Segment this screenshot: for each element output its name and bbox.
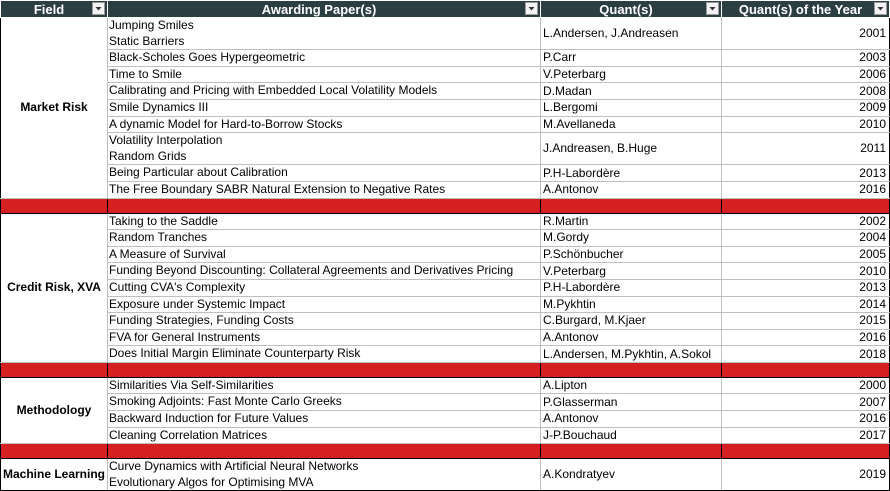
- table-row: [1, 99, 890, 116]
- year-cell[interactable]: 2013: [722, 165, 890, 182]
- separator-cell[interactable]: [722, 198, 890, 213]
- table-row: [1, 83, 890, 100]
- paper-cell[interactable]: [108, 263, 541, 280]
- year-cell[interactable]: 2016: [722, 181, 890, 198]
- paper-cell[interactable]: [108, 394, 541, 411]
- quants-cell[interactable]: L.Andersen, J.Andreasen: [541, 18, 722, 50]
- quants-cell[interactable]: M.Gordy: [541, 230, 722, 247]
- paper-cell[interactable]: [108, 459, 541, 491]
- quants-cell[interactable]: D.Madan: [541, 83, 722, 100]
- year-cell[interactable]: 2010: [722, 263, 890, 280]
- table-row: [1, 329, 890, 346]
- paper-cell[interactable]: [108, 133, 541, 165]
- year-cell[interactable]: 2010: [722, 116, 890, 133]
- paper-title: Does Initial Margin Eliminate Counterparty Risk: [109, 346, 361, 361]
- quants-cell[interactable]: P.Schönbucher: [541, 246, 722, 263]
- year-cell[interactable]: 2018: [722, 346, 890, 363]
- quants-cell[interactable]: L.Bergomi: [541, 99, 722, 116]
- separator-cell[interactable]: [541, 198, 722, 213]
- header-field[interactable]: [1, 1, 108, 18]
- year-cell[interactable]: 2019: [722, 459, 890, 491]
- paper-title: Static Barriers: [109, 33, 185, 48]
- paper-cell[interactable]: [108, 165, 541, 182]
- table-row: [1, 133, 890, 165]
- paper-cell[interactable]: [108, 427, 541, 444]
- paper-title: Taking to the Saddle: [109, 213, 218, 228]
- field-cell[interactable]: Methodology: [1, 377, 108, 443]
- table-row: [1, 313, 890, 330]
- header-awarding-papers[interactable]: [108, 1, 541, 18]
- quants-cell[interactable]: P.Glasserman: [541, 394, 722, 411]
- separator-cell[interactable]: [108, 362, 541, 377]
- year-cell[interactable]: 2001: [722, 18, 890, 50]
- table-row: [1, 377, 890, 394]
- section-separator-row: [1, 198, 890, 213]
- quants-cell[interactable]: M.Pykhtin: [541, 296, 722, 313]
- quants-cell[interactable]: A.Lipton: [541, 377, 722, 394]
- quants-cell[interactable]: P.Carr: [541, 50, 722, 67]
- paper-cell[interactable]: [108, 99, 541, 116]
- year-cell[interactable]: 2011: [722, 133, 890, 165]
- year-cell[interactable]: 2014: [722, 296, 890, 313]
- paper-cell[interactable]: [108, 50, 541, 67]
- field-cell[interactable]: Credit Risk, XVA: [1, 213, 108, 362]
- table-body: [1, 18, 890, 491]
- separator-cell[interactable]: [541, 444, 722, 459]
- paper-title: FVA for General Instruments: [109, 329, 261, 344]
- header-papers-label: Awarding Paper(s): [261, 1, 377, 17]
- year-cell[interactable]: 2017: [722, 427, 890, 444]
- year-cell[interactable]: 2008: [722, 83, 890, 100]
- year-cell[interactable]: 2007: [722, 394, 890, 411]
- header-row: [1, 1, 890, 18]
- paper-title: Cutting CVA's Complexity: [109, 279, 246, 294]
- table-row: [1, 116, 890, 133]
- paper-cell[interactable]: [108, 313, 541, 330]
- year-cell[interactable]: 2000: [722, 377, 890, 394]
- table-row: [1, 18, 890, 50]
- year-cell[interactable]: 2005: [722, 246, 890, 263]
- paper-cell[interactable]: [108, 377, 541, 394]
- quants-cell[interactable]: C.Burgard, M.Kjaer: [541, 313, 722, 330]
- paper-title: A dynamic Model for Hard-to-Borrow Stocks: [109, 116, 343, 131]
- paper-title: Calibrating and Pricing with Embedded Local Volatility Models: [109, 83, 438, 98]
- year-cell[interactable]: 2006: [722, 66, 890, 83]
- year-cell[interactable]: 2002: [722, 213, 890, 230]
- table-row: [1, 296, 890, 313]
- filter-dropdown-icon[interactable]: [525, 2, 538, 15]
- table-row: [1, 459, 890, 491]
- year-cell[interactable]: 2004: [722, 230, 890, 247]
- separator-cell[interactable]: [108, 444, 541, 459]
- paper-cell[interactable]: [108, 66, 541, 83]
- paper-title: Similarities Via Self-Similarities: [109, 377, 274, 392]
- paper-cell[interactable]: [108, 346, 541, 363]
- quants-cell[interactable]: R.Martin: [541, 213, 722, 230]
- paper-cell[interactable]: [108, 411, 541, 428]
- paper-title: Time to Smile: [109, 66, 182, 81]
- paper-title: Smile Dynamics III: [109, 99, 209, 114]
- paper-cell[interactable]: [108, 18, 541, 50]
- quants-cell[interactable]: P.H-Labordère: [541, 279, 722, 296]
- table-row: [1, 50, 890, 67]
- year-cell[interactable]: 2016: [722, 411, 890, 428]
- field-cell[interactable]: Machine Learning: [1, 459, 108, 491]
- paper-cell[interactable]: [108, 279, 541, 296]
- paper-title: Evolutionary Algos for Optimising MVA: [109, 474, 314, 489]
- paper-title: Random Tranches: [109, 230, 208, 245]
- paper-cell[interactable]: [108, 230, 541, 247]
- paper-cell[interactable]: [108, 213, 541, 230]
- quants-cell[interactable]: V.Peterbarg: [541, 66, 722, 83]
- table-row: [1, 411, 890, 428]
- table-row: [1, 230, 890, 247]
- paper-cell[interactable]: [108, 116, 541, 133]
- quants-cell[interactable]: M.Avellaneda: [541, 116, 722, 133]
- year-cell[interactable]: 2003: [722, 50, 890, 67]
- paper-title: Cleaning Correlation Matrices: [109, 427, 268, 442]
- quants-cell[interactable]: P.H-Labordère: [541, 165, 722, 182]
- separator-cell[interactable]: [1, 444, 108, 459]
- separator-cell[interactable]: [722, 444, 890, 459]
- year-cell[interactable]: 2015: [722, 313, 890, 330]
- paper-title: Smoking Adjoints: Fast Monte Carlo Greeks: [109, 394, 342, 409]
- separator-cell[interactable]: [1, 198, 108, 213]
- paper-title: Funding Beyond Discounting: Collateral Agreements and Derivatives Pricing: [109, 263, 514, 278]
- separator-cell[interactable]: [108, 198, 541, 213]
- separator-cell[interactable]: [722, 362, 890, 377]
- header-quants-of-year[interactable]: [722, 1, 890, 18]
- filter-dropdown-icon[interactable]: [874, 2, 887, 15]
- paper-cell[interactable]: [108, 83, 541, 100]
- quants-cell[interactable]: V.Peterbarg: [541, 263, 722, 280]
- paper-title: Backward Induction for Future Values: [109, 411, 309, 426]
- paper-cell[interactable]: [108, 329, 541, 346]
- filter-dropdown-icon[interactable]: [92, 2, 105, 15]
- year-cell[interactable]: 2009: [722, 99, 890, 116]
- quants-cell[interactable]: J-P.Bouchaud: [541, 427, 722, 444]
- section-separator-row: [1, 362, 890, 377]
- year-cell[interactable]: 2013: [722, 279, 890, 296]
- section-separator-row: [1, 444, 890, 459]
- header-quants-label: Quant(s): [599, 1, 653, 17]
- quants-cell[interactable]: A.Antonov: [541, 411, 722, 428]
- header-quants[interactable]: [541, 1, 722, 18]
- paper-title: Funding Strategies, Funding Costs: [109, 313, 294, 328]
- separator-cell[interactable]: [1, 362, 108, 377]
- table-row: [1, 181, 890, 198]
- paper-title: Exposure under Systemic Impact: [109, 296, 286, 311]
- paper-cell[interactable]: [108, 296, 541, 313]
- field-cell[interactable]: Market Risk: [1, 18, 108, 199]
- paper-title: Black-Scholes Goes Hypergeometric: [109, 50, 306, 65]
- table-row: [1, 246, 890, 263]
- quants-cell[interactable]: A.Kondratyev: [541, 459, 722, 491]
- paper-cell[interactable]: [108, 246, 541, 263]
- table-row: [1, 213, 890, 230]
- header-field-label: Field: [33, 1, 65, 17]
- table-row: [1, 279, 890, 296]
- table-row: [1, 427, 890, 444]
- table-row: [1, 346, 890, 363]
- header-year-label: Quant(s) of the Year: [738, 1, 863, 17]
- paper-title: Curve Dynamics with Artificial Neural Networks: [109, 459, 359, 474]
- year-cell[interactable]: 2016: [722, 329, 890, 346]
- table-row: [1, 263, 890, 280]
- table-row: [1, 165, 890, 182]
- quants-cell[interactable]: L.Andersen, M.Pykhtin, A.Sokol: [541, 346, 722, 363]
- paper-title: Volatility Interpolation: [109, 133, 223, 148]
- quants-cell[interactable]: A.Antonov: [541, 329, 722, 346]
- paper-title: A Measure of Survival: [109, 246, 226, 261]
- paper-title: The Free Boundary SABR Natural Extension to Negative Rates: [109, 181, 446, 196]
- filter-dropdown-icon[interactable]: [706, 2, 719, 15]
- paper-title: Random Grids: [109, 148, 187, 163]
- quants-cell[interactable]: A.Antonov: [541, 181, 722, 198]
- paper-title: Being Particular about Calibration: [109, 165, 288, 180]
- quants-cell[interactable]: J.Andreasen, B.Huge: [541, 133, 722, 165]
- paper-title: Jumping Smiles: [109, 18, 194, 32]
- paper-cell[interactable]: [108, 181, 541, 198]
- separator-cell[interactable]: [541, 362, 722, 377]
- table-row: [1, 66, 890, 83]
- table-row: [1, 394, 890, 411]
